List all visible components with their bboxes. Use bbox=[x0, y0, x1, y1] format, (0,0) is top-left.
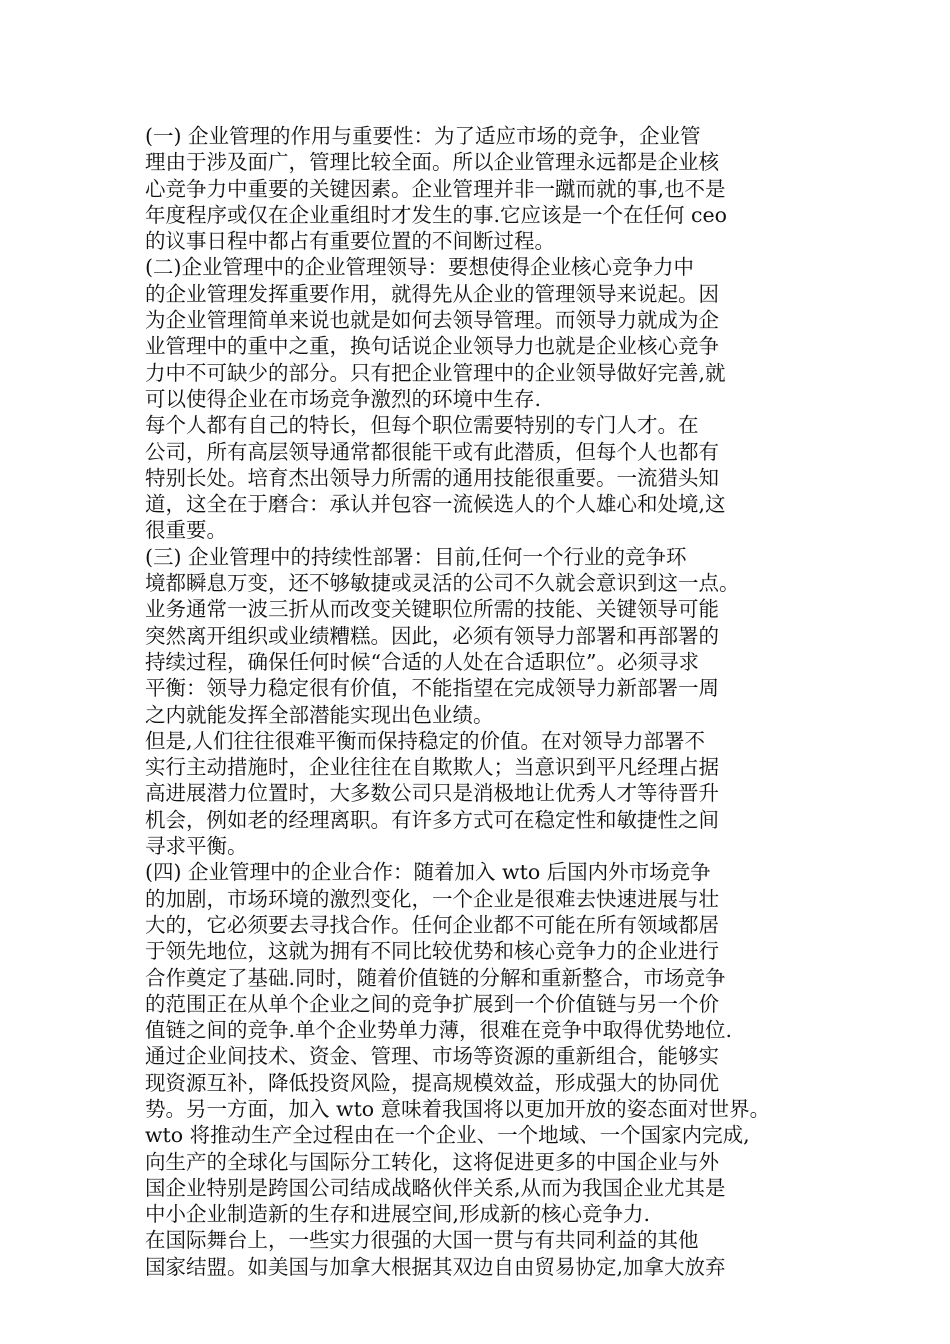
text-line: 在国际舞台上，一些实力很强的大国一贯与有共同利益的其他 bbox=[145, 1228, 699, 1253]
text-line: 公司，所有高层领导通常都很能干或有此潜质，但每个人也都有 bbox=[145, 439, 719, 464]
text-line: 境都瞬息万变，还不够敏捷或灵活的公司不久就会意识到这一点。 bbox=[145, 571, 740, 596]
text-line: 理由于涉及面广，管理比较全面。所以企业管理永远都是企业核 bbox=[145, 150, 719, 175]
text-line: 之内就能发挥全部潜能实现出色业绩。 bbox=[145, 702, 494, 727]
text-line: 年度程序或仅在企业重组时才发生的事.它应该是一个在任何 ceo bbox=[145, 202, 727, 227]
text-line: (三) 企业管理中的持续性部署：目前,任何一个行业的竞争环 bbox=[145, 544, 687, 569]
text-line: 业管理中的重中之重，换句话说企业领导力也就是企业核心竞争 bbox=[145, 334, 719, 359]
text-line: 势。另一方面，加入 wto 意味着我国将以更加开放的姿态面对世界。 bbox=[145, 1096, 771, 1121]
text-line: (一) 企业管理的作用与重要性：为了适应市场的竞争，企业管 bbox=[145, 124, 701, 148]
text-line: 的企业管理发挥重要作用，就得先从企业的管理领导来说起。因 bbox=[145, 281, 719, 306]
text-line: 平衡：领导力稳定很有价值，不能指望在完成领导力新部署一周 bbox=[145, 676, 719, 701]
text-line: 寻求平衡。 bbox=[145, 834, 248, 859]
text-line: 机会，例如老的经理离职。有许多方式可在稳定性和敏捷性之间 bbox=[145, 807, 719, 832]
text-line: 国企业特别是跨国公司结成战略伙伴关系,从而为我国企业尤其是 bbox=[145, 1175, 726, 1200]
text-line: 的加剧，市场环境的激烈变化，一个企业是很难去快速进展与壮 bbox=[145, 886, 719, 911]
text-line: 合作奠定了基础.同时，随着价值链的分解和重新整合，市场竞争 bbox=[145, 965, 726, 990]
document-body bbox=[145, 123, 805, 1280]
text-line: 实行主动措施时，企业往往在自欺欺人；当意识到平凡经理占据 bbox=[145, 755, 719, 780]
text-line: 业务通常一波三折从而改变关键职位所需的技能、关键领导可能 bbox=[145, 597, 719, 622]
text-line: 为企业管理简单来说也就是如何去领导管理。而领导力就成为企 bbox=[145, 308, 719, 333]
text-line: 特别长处。培育杰出领导力所需的通用技能很重要。一流猎头知 bbox=[145, 465, 719, 490]
text-line: wto 将推动生产全过程由在一个企业、一个地域、一个国家内完成, bbox=[145, 1123, 750, 1148]
text-line: 可以使得企业在市场竞争激烈的环境中生存. bbox=[145, 386, 542, 411]
text-line: 突然离开组织或业绩糟糕。因此，必须有领导力部署和再部署的 bbox=[145, 623, 719, 648]
text-line: 值链之间的竞争.单个企业势单力薄，很难在竞争中取得优势地位. bbox=[145, 1018, 733, 1043]
text-line: 道，这全在于磨合：承认并包容一流候选人的个人雄心和处境,这 bbox=[145, 492, 726, 517]
text-line: 但是,人们往往很难平衡而保持稳定的价值。在对领导力部署不 bbox=[145, 728, 706, 753]
text-line: 大的，它必须要去寻找合作。任何企业都不可能在所有领域都居 bbox=[145, 912, 719, 937]
text-line: 每个人都有自己的特长，但每个职位需要特别的专门人才。在 bbox=[145, 413, 699, 438]
text-line: 通过企业间技术、资金、管理、市场等资源的重新组合，能够实 bbox=[145, 1044, 719, 1069]
text-line: 高进展潜力位置时，大多数公司只是消极地让优秀人才等待晋升 bbox=[145, 781, 719, 806]
text-line: 力中不可缺少的部分。只有把企业管理中的企业领导做好完善,就 bbox=[145, 360, 726, 385]
text-line: 中小企业制造新的生存和进展空间,形成新的核心竞争力. bbox=[145, 1202, 651, 1227]
text-line: (二)企业管理中的企业管理领导：要想使得企业核心竞争力中 bbox=[145, 255, 694, 280]
text-line: (四) 企业管理中的企业合作：随着加入 wto 后国内外市场竞争 bbox=[145, 860, 711, 885]
text-line: 国家结盟。如美国与加拿大根据其双边自由贸易协定,加拿大放弃 bbox=[145, 1254, 726, 1279]
text-line: 很重要。 bbox=[145, 518, 227, 543]
text-line: 于领先地位，这就为拥有不同比较优势和核心竞争力的企业进行 bbox=[145, 939, 719, 964]
text-line: 持续过程，确保任何时候“合适的人处在合适职位”。必须寻求 bbox=[145, 649, 699, 674]
text-line: 的范围正在从单个企业之间的竞争扩展到一个价值链与另一个价 bbox=[145, 991, 719, 1016]
text-line: 现资源互补，降低投资风险，提高规模效益，形成强大的协同优 bbox=[145, 1070, 719, 1095]
text-line: 的议事日程中都占有重要位置的不间断过程。 bbox=[145, 229, 555, 254]
text-line: 心竞争力中重要的关键因素。企业管理并非一蹴而就的事,也不是 bbox=[145, 176, 726, 201]
text-line: 向生产的全球化与国际分工转化，这将促进更多的中国企业与外 bbox=[145, 1149, 719, 1174]
